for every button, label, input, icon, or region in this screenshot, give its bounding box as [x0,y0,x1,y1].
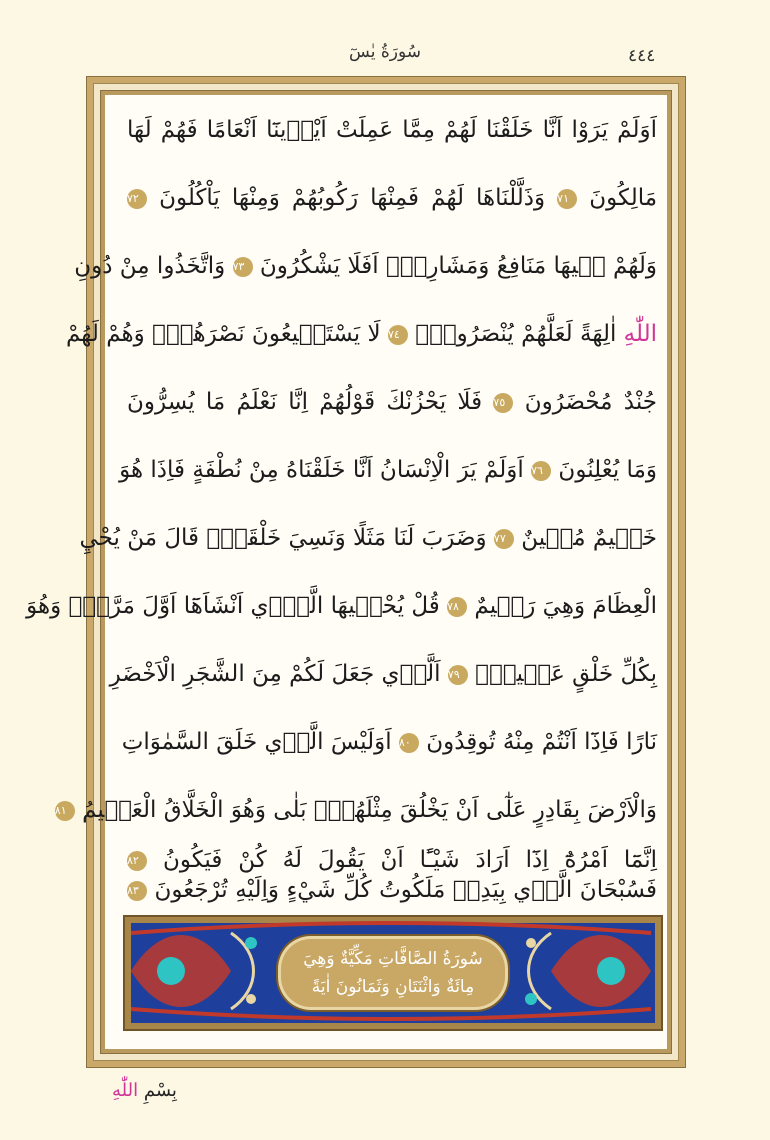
surah-info-line-2: مِائَةٌ وَاثْنَتَانِ وَثَمَانُونَ اٰيَةً [311,977,475,997]
verse-line [127,173,657,223]
bismillah [112,1080,177,1101]
verse-text: وَذَلَّلْنَاهَا لَهُمْ فَمِنْهَا رَكُوبُهُمْ وَمِنْهَا يَاْكُلُونَ [159,185,546,211]
verse-text: جُنْدٌ مُحْضَرُونَ [524,389,658,415]
verse-text: خَصٖيمٌ مُبٖينٌ [521,525,657,551]
verse-line [121,717,657,767]
verse-text-area [26,95,667,1049]
verse-text: الْعِظَامَ وَهِيَ رَمٖيمٌ [474,593,657,619]
verse-text: اَوَلَمْ يَرَ الْاِنْسَانُ اَنَّا خَلَقْنَاهُ مِنْ نُطْفَةٍ فَاِذَا هُوَ [119,457,524,483]
verse-number-marker: ٧٧ [494,529,514,549]
bismillah-word: بِسْمِ [143,1080,177,1101]
verse-line [26,581,657,631]
verse-text: وَمَا يُعْلِنُونَ [558,457,657,483]
verse-line [109,649,657,699]
verse-text: قُلْ يُحْيٖيهَا الَّذٖٓي اَنْشَاَهَٓا اَوَّلَ مَرَّةٍۜ وَهُوَ [26,593,440,619]
verse-text: اَلَّذٖي جَعَلَ لَكُمْ مِنَ الشَّجَرِ الْاَخْضَرِ [109,661,441,687]
verse-text: وَضَرَبَ لَنَا مَثَلًا وَنَسِيَ خَلْقَهُۜ قَالَ مَنْ يُحْيِ [79,525,487,551]
verse-text: وَالْاَرْضَ بِقَادِرٍ عَلٰٓى اَنْ يَخْلُقَ مِثْلَهُمْۜ بَلٰى وَهُوَ الْخَلَّاقُ الْعَلٖيمُ [82,797,657,823]
page-header [0,40,770,70]
verse-number-marker: ٧٢ [127,189,147,209]
surah-header-ornament [123,915,663,1031]
verse-text: وَاتَّخَذُوا مِنْ دُونِ [74,253,226,279]
verse-line [127,105,657,155]
verse-number-marker: ٧٩ [448,665,468,685]
verse-line [79,513,657,563]
verse-text: لَا يَسْتَطٖيعُونَ نَصْرَهُمْۙ وَهُمْ لَهُمْ [65,321,381,347]
verse-text: نَارًا فَاِذَٓا اَنْتُمْ مِنْهُ تُوقِدُونَ [426,729,657,755]
surah-info-line-1: سُورَةُ الصَّافَّاتِ مَكِّيَّةٌ وَهِيَ [303,949,483,969]
surah-title: سُورَةُ يٰسٓ [349,42,421,62]
verse-number-marker: ٧٤ [388,325,408,345]
verse-line [127,865,657,915]
page-number: ٤٤٤ [628,46,656,66]
verse-number-marker: ٨٢ [127,851,147,871]
verse-number-marker: ٧٣ [233,257,253,277]
verse-number-marker: ٨٠ [399,733,419,753]
verse-number-marker: ٧٨ [447,597,467,617]
verse-number-marker: ٨١ [55,801,75,821]
verse-number-marker: ٨٣ [127,881,147,901]
verse-text: مَالِكُونَ [589,185,658,211]
verse-line [119,445,657,495]
verse-number-marker: ٧٦ [531,461,551,481]
verse-text: اَوَلَيْسَ الَّذٖي خَلَقَ السَّمٰوَاتِ [121,729,392,755]
verse-text: فَسُبْحَانَ الَّذٖي بِيَدِهٖ مَلَكُوتُ كُلِّ شَيْءٍ وَاِلَيْهِ تُرْجَعُونَ [154,877,658,903]
verse-line [65,309,657,359]
verse-text: وَلَهُمْ فٖيهَا مَنَافِعُ وَمَشَارِبُۜ اَفَلَا يَشْكُرُونَ [259,253,657,279]
verse-line [74,241,657,291]
verse-line [54,785,657,835]
page-frame [26,76,686,1068]
verse-text: اِنَّمَٓا اَمْرُهُٓ اِذَٓا اَرَادَ شَيْـًٔا اَنْ يَقُولَ لَهُ كُنْ فَيَكُونُ [162,847,658,873]
surah-info-cartouche [281,939,505,1007]
verse-text: بِكُلِّ خَلْقٍ عَلٖيمٌۙ [475,661,657,687]
allah-word: اللّٰهِ [623,321,657,347]
verse-number-marker: ٧١ [557,189,577,209]
verse-number-marker: ٧٥ [493,393,513,413]
verse-text: اَوَلَمْ يَرَوْا اَنَّا خَلَقْنَا لَهُمْ مِمَّا عَمِلَتْ اَيْدٖينَٓا اَنْعَامًا فَهُمْ لَهَا [127,117,657,143]
verse-line [127,377,657,427]
verse-text: فَلَا يَحْزُنْكَ قَوْلُهُمْ اِنَّا نَعْلَمُ مَا يُسِرُّونَ [127,389,483,415]
verse-text: اٰلِهَةً لَعَلَّهُمْ يُنْصَرُونَۜ [415,321,617,347]
allah-word: اللّٰهِ [112,1080,139,1101]
